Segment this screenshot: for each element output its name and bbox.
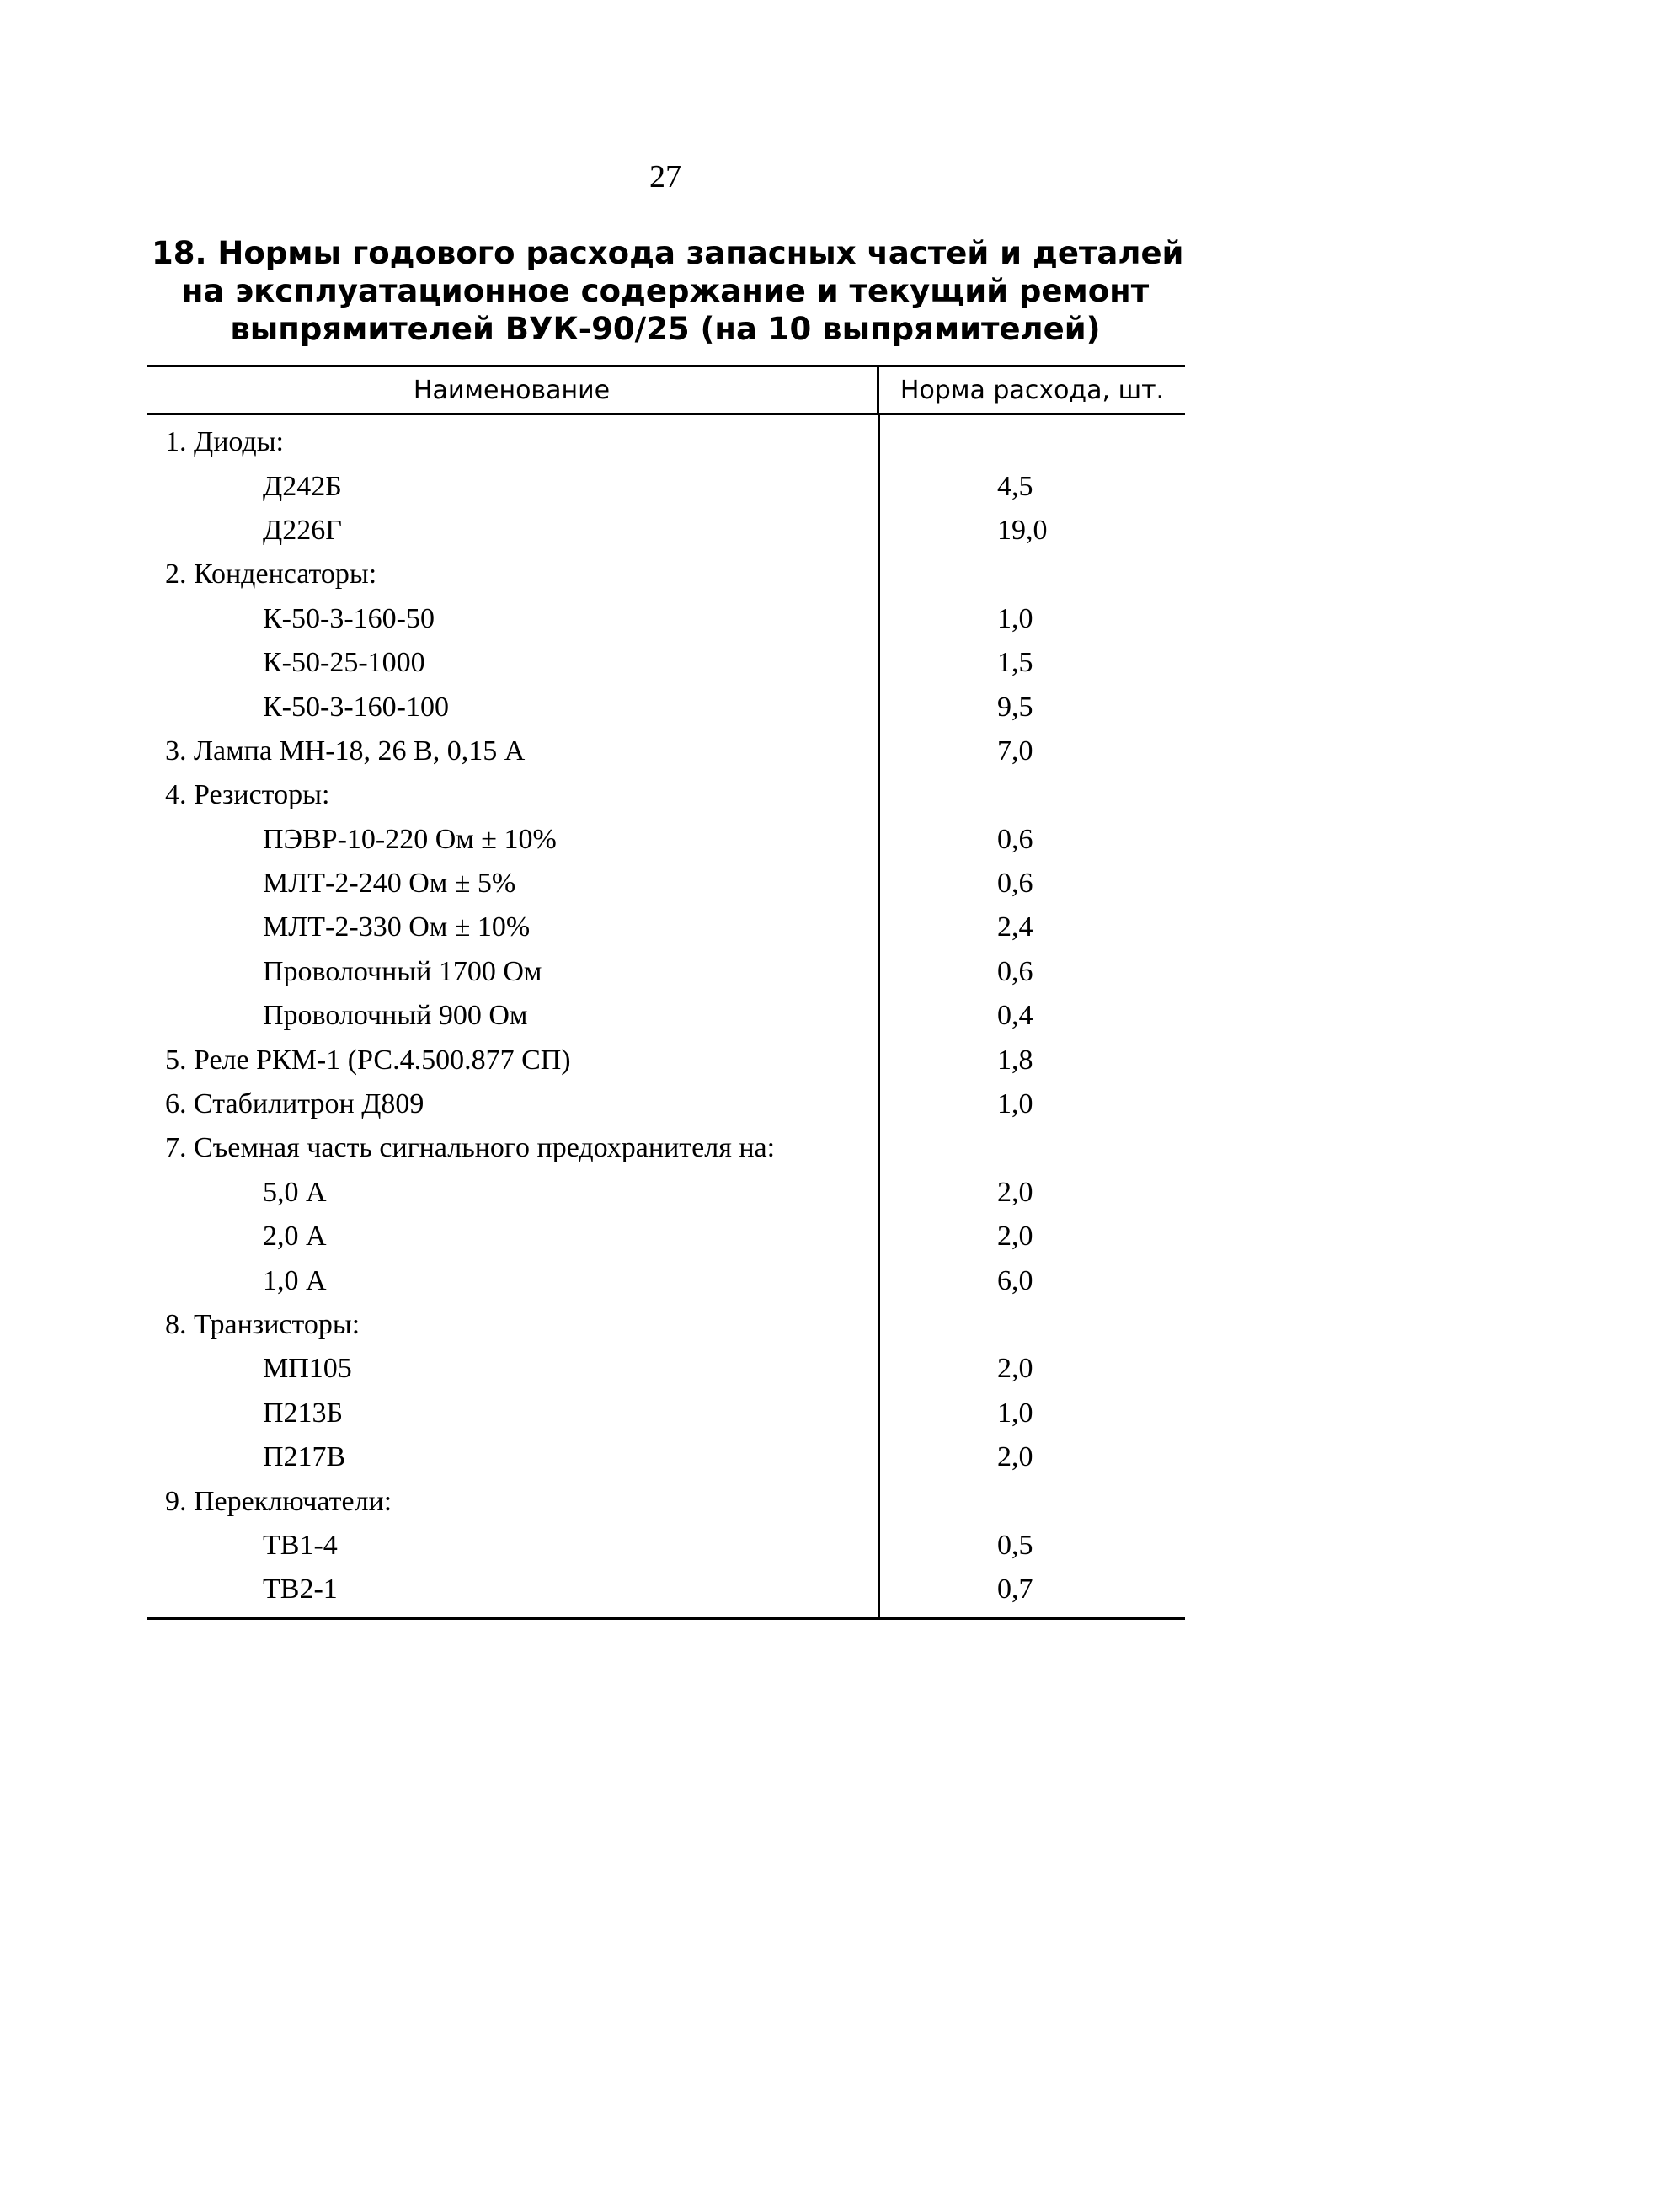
- table-row: [147, 1435, 1185, 1479]
- row-value: 9,5: [997, 691, 1033, 723]
- column-divider: [878, 415, 880, 1617]
- table-row: [147, 950, 1185, 994]
- row-value: 2,0: [997, 1221, 1033, 1253]
- table-row: [147, 1171, 1185, 1215]
- row-value: 1,8: [997, 1044, 1033, 1076]
- row-name: 4. Резисторы:: [165, 779, 330, 811]
- table-row: [147, 906, 1185, 949]
- table-row: [147, 994, 1185, 1038]
- row-value: 2,4: [997, 911, 1033, 943]
- table-row: [147, 641, 1185, 685]
- table-row: [147, 1215, 1185, 1258]
- row-name: 8. Транзисторы:: [165, 1309, 360, 1340]
- spare-parts-table: [147, 365, 1185, 1620]
- row-value: 2,0: [997, 1353, 1033, 1385]
- table-row: [147, 1392, 1185, 1435]
- table-header: [147, 367, 1185, 415]
- row-value: 0,5: [997, 1529, 1033, 1561]
- table-row: [147, 1524, 1185, 1568]
- row-name: Проволочный 900 Ом: [263, 1000, 528, 1032]
- row-name: К-50-3-160-100: [263, 691, 449, 723]
- row-name: МЛТ-2-240 Ом ± 5%: [263, 868, 516, 900]
- row-name: П213Б: [263, 1397, 344, 1429]
- row-value: 0,4: [997, 1000, 1033, 1032]
- row-value: 2,0: [997, 1176, 1033, 1208]
- table-row: [147, 597, 1185, 641]
- title-line-3: выпрямителей ВУК-90/25 (на 10 выпрямителей): [230, 311, 1101, 347]
- row-name: ТВ1-4: [263, 1529, 338, 1561]
- row-name: ТВ2-1: [263, 1574, 338, 1606]
- row-name: МП105: [263, 1353, 352, 1385]
- table-body: [147, 415, 1185, 1620]
- row-value: 6,0: [997, 1264, 1033, 1296]
- row-name: 6. Стабилитрон Д809: [165, 1088, 424, 1120]
- table-row: [147, 1347, 1185, 1391]
- table-row: [147, 1082, 1185, 1126]
- row-name: 2,0 А: [263, 1221, 327, 1253]
- row-value: 0,6: [997, 955, 1033, 987]
- row-name: Д242Б: [263, 470, 342, 502]
- table-row: [147, 1568, 1185, 1611]
- table-row: [147, 729, 1185, 773]
- row-name: К-50-3-160-50: [263, 602, 435, 634]
- table-row: [147, 509, 1185, 553]
- row-name: Д226Г: [263, 514, 342, 546]
- row-value: 1,0: [997, 1088, 1033, 1120]
- title-line-2: на эксплуатационное содержание и текущий ремонт: [181, 273, 1150, 309]
- row-value: 0,6: [997, 823, 1033, 855]
- row-name: К-50-25-1000: [263, 647, 425, 679]
- row-name: 3. Лампа МН-18, 26 В, 0,15 А: [165, 735, 526, 767]
- row-name: 7. Съемная часть сигнального предохранителя на:: [165, 1132, 776, 1164]
- row-name: 5. Реле РКМ-1 (РС.4.500.877 СП): [165, 1044, 571, 1076]
- row-value: 0,6: [997, 868, 1033, 900]
- table-row: [147, 1479, 1185, 1523]
- header-name: Наименование: [147, 367, 879, 413]
- table-row: [147, 464, 1185, 508]
- table-row: [147, 1038, 1185, 1082]
- row-name: 5,0 А: [263, 1176, 327, 1208]
- row-name: Проволочный 1700 Ом: [263, 955, 542, 987]
- table-row: [147, 818, 1185, 862]
- table-row: [147, 1303, 1185, 1347]
- row-value: 7,0: [997, 735, 1033, 767]
- row-name: 1,0 А: [263, 1264, 327, 1296]
- page-number: 27: [649, 159, 681, 195]
- title-line-1: 18. Нормы годового расхода запасных частей и деталей: [152, 235, 1184, 271]
- table-row: [147, 553, 1185, 596]
- table-row: [147, 1258, 1185, 1302]
- header-norm: Норма расхода, шт.: [899, 375, 1165, 405]
- row-name: П217В: [263, 1441, 346, 1473]
- row-value: 1,0: [997, 1397, 1033, 1429]
- row-value: 4,5: [997, 470, 1033, 502]
- table-row: [147, 685, 1185, 729]
- row-value: 2,0: [997, 1441, 1033, 1473]
- row-name: 1. Диоды:: [165, 426, 284, 458]
- row-name: ПЭВР-10-220 Ом ± 10%: [263, 823, 557, 855]
- table-row: [147, 1126, 1185, 1170]
- table-row: [147, 773, 1185, 817]
- row-value: 19,0: [997, 514, 1048, 546]
- row-value: 1,5: [997, 647, 1033, 679]
- table-row: [147, 420, 1185, 464]
- table-title: [152, 234, 1184, 348]
- row-name: МЛТ-2-330 Ом ± 10%: [263, 911, 531, 943]
- row-value: 1,0: [997, 602, 1033, 634]
- table-row: [147, 862, 1185, 906]
- row-name: 9. Переключатели:: [165, 1485, 392, 1517]
- row-value: 0,7: [997, 1574, 1033, 1606]
- row-name: 2. Конденсаторы:: [165, 558, 377, 590]
